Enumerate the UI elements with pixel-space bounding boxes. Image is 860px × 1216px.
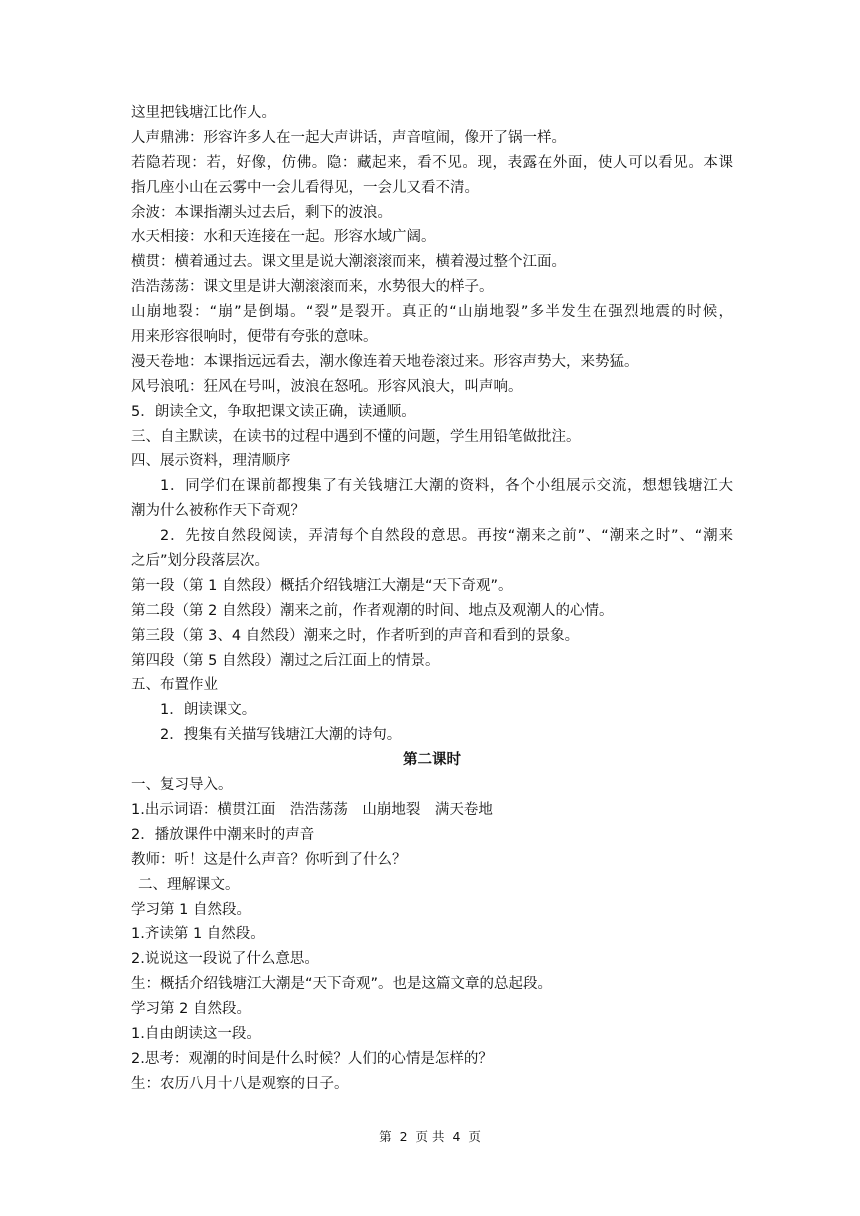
section-heading: 二、理解课文。 xyxy=(138,876,240,893)
text-line: 横贯：横着通过去。课文里是说大潮滚滚而来，横着漫过整个江面。 xyxy=(131,254,566,271)
text-line: 生：概括介绍钱塘江大潮是“天下奇观”。也是这篇文章的总起段。 xyxy=(131,976,553,993)
text-line: 第一段（第 1 自然段）概括介绍钱塘江大潮是“天下奇观”。 xyxy=(131,577,513,594)
text-line: 5．朗读全文，争取把课文读正确，读通顺。 xyxy=(131,403,416,420)
text-line: 第三段（第 3、4 自然段）潮来之时，作者听到的声音和看到的景象。 xyxy=(131,627,580,644)
text-line: 第二段（第 2 自然段）潮来之前，作者观潮的时间、地点及观潮人的心情。 xyxy=(131,602,614,619)
text-line: 漫天卷地：本课指远远看去，潮水像连着天地卷滚过来。形容声势大，来势猛。 xyxy=(131,353,639,370)
section-heading: 四、展示资料，理清顺序 xyxy=(131,453,291,470)
footer-middle: 页 共 xyxy=(415,1129,445,1144)
section-heading: 一、复习导入。 xyxy=(131,777,233,794)
text-line: 学习第 1 自然段。 xyxy=(131,901,251,918)
lesson-title: 第二课时 xyxy=(403,752,461,769)
text-line: 教师：听！这是什么声音？你听到了什么？ xyxy=(131,851,407,868)
text-line: 浩浩荡荡：课文里是讲大潮滚滚而来，水势很大的样子。 xyxy=(131,279,494,296)
section-heading: 三、自主默读，在读书的过程中遇到不懂的问题，学生用铅笔做批注。 xyxy=(131,428,581,445)
text-line: 1．朗读课文。 xyxy=(160,702,257,719)
text-line: 这里把钱塘江比作人。 xyxy=(131,105,276,121)
text-line: 1．同学们在课前都搜集了有关钱塘江大潮的资料，各个小组展示交流，想想钱塘江大 xyxy=(160,478,733,495)
text-line: 第四段（第 5 自然段）潮过之后江面上的情景。 xyxy=(131,652,440,669)
text-line: 1.出示词语：横贯江面 浩浩荡荡 山崩地裂 满天卷地 xyxy=(131,801,493,818)
document-body xyxy=(131,101,733,1097)
text-line: 学习第 2 自然段。 xyxy=(131,1001,251,1018)
text-line: 人声鼎沸：形容许多人在一起大声讲话，声音喧闹，像开了锅一样。 xyxy=(131,129,566,146)
text-line: 指几座小山在云雾中一会儿看得见，一会儿又看不清。 xyxy=(131,179,479,196)
text-line: 用来形容很响时，便带有夸张的意味。 xyxy=(131,329,378,346)
text-line: 余波：本课指潮头过去后，剩下的波浪。 xyxy=(131,204,392,221)
text-line: 1.自由朗读这一段。 xyxy=(131,1025,261,1042)
text-line: 若隐若现：若，好像，仿佛。隐：藏起来，看不见。现，表露在外面，使人可以看见。本课 xyxy=(131,154,733,171)
text-line: 2.说说这一段说了什么意思。 xyxy=(131,951,319,968)
text-line: 2．播放课件中潮来时的声音 xyxy=(131,826,315,843)
text-line: 山崩地裂：“崩”是倒塌。“裂”是裂开。真正的“山崩地裂”多半发生在强烈地震的时候， xyxy=(131,304,733,321)
text-line: 水天相接：水和天连接在一起。形容水域广阔。 xyxy=(131,229,436,246)
page-footer xyxy=(0,1127,860,1145)
footer-suffix: 页 xyxy=(468,1129,481,1144)
text-line: 2.思考：观潮的时间是什么时候？人们的心情是怎样的？ xyxy=(131,1050,493,1067)
text-line: 之后”划分段落层次。 xyxy=(131,553,270,570)
text-line: 潮为什么被称作天下奇观？ xyxy=(131,503,305,520)
text-line: 2．搜集有关描写钱塘江大潮的诗句。 xyxy=(160,727,402,744)
text-line: 1.齐读第 1 自然段。 xyxy=(131,926,265,943)
footer-prefix: 第 xyxy=(379,1129,392,1144)
section-heading: 五、布置作业 xyxy=(131,677,218,694)
current-page-number: 2 xyxy=(399,1129,408,1144)
text-line: 风号浪吼：狂风在号叫，波浪在怒吼。形容风浪大，叫声响。 xyxy=(131,378,523,395)
text-line: 2．先按自然段阅读，弄清每个自然段的意思。再按“潮来之前”、“潮来之时”、“潮来 xyxy=(160,528,733,545)
total-page-number: 4 xyxy=(452,1129,461,1144)
text-line: 生：农历八月十八是观察的日子。 xyxy=(131,1075,349,1092)
